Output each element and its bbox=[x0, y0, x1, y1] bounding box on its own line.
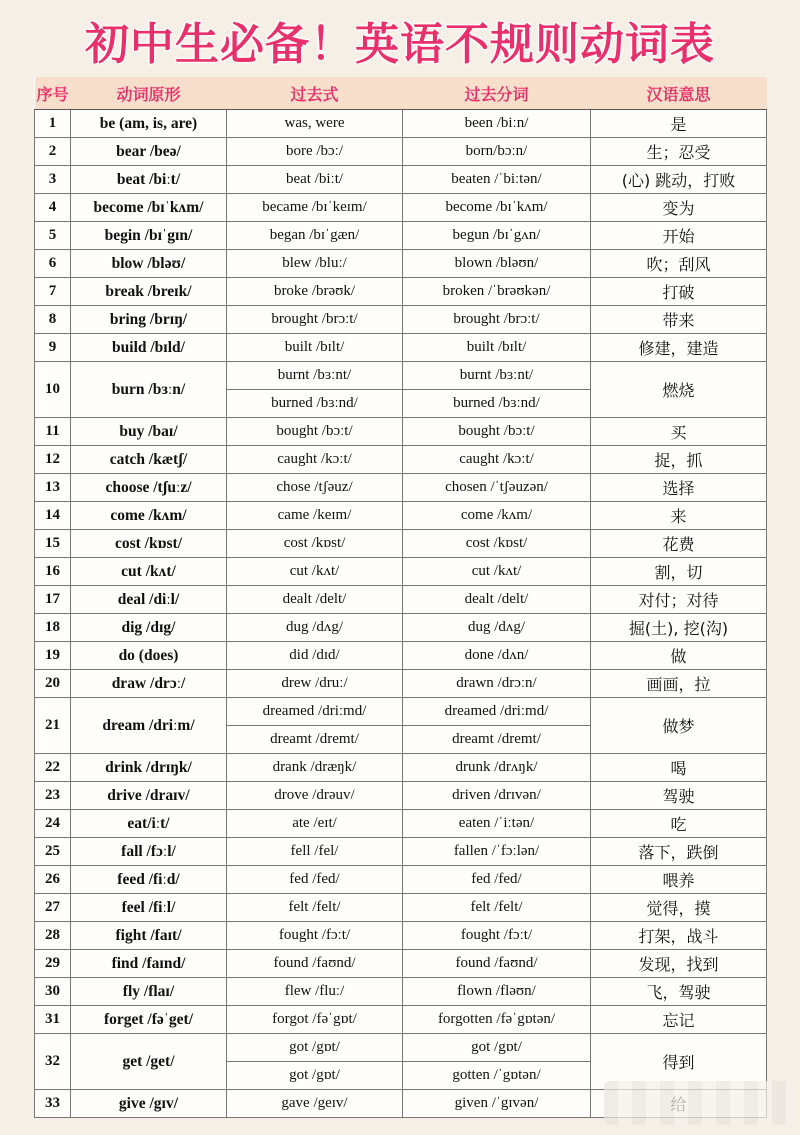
cell-base-form: give /gɪv/ bbox=[71, 1090, 227, 1118]
cell-base-form: choose /tʃuːz/ bbox=[71, 474, 227, 502]
table-row bbox=[35, 698, 767, 726]
cell-past-participle: drunk /drʌŋk/ bbox=[403, 754, 591, 782]
cell-past-tense: drew /druː/ bbox=[227, 670, 403, 698]
cell-past-tense: dreamt /dremt/ bbox=[227, 726, 403, 754]
header-base-form: 动词原形 bbox=[71, 77, 227, 110]
cell-num: 33 bbox=[35, 1090, 71, 1118]
table-row bbox=[35, 838, 767, 866]
cell-chinese-meaning: 喝 bbox=[591, 754, 767, 782]
cell-past-participle: done /dʌn/ bbox=[403, 642, 591, 670]
cell-past-tense: became /bɪˈkeɪm/ bbox=[227, 194, 403, 222]
table-header-row bbox=[35, 77, 767, 110]
cell-past-tense: got /gɒt/ bbox=[227, 1062, 403, 1090]
table-row bbox=[35, 1006, 767, 1034]
cell-past-participle: become /bɪˈkʌm/ bbox=[403, 194, 591, 222]
cell-past-tense: forgot /fəˈgɒt/ bbox=[227, 1006, 403, 1034]
cell-past-participle: chosen /ˈtʃəuzən/ bbox=[403, 474, 591, 502]
cell-past-tense: was, were bbox=[227, 110, 403, 138]
cell-past-participle: dug /dʌg/ bbox=[403, 614, 591, 642]
table-row bbox=[35, 894, 767, 922]
cell-past-tense: built /bɪlt/ bbox=[227, 334, 403, 362]
cell-num: 11 bbox=[35, 418, 71, 446]
cell-num: 32 bbox=[35, 1034, 71, 1090]
table-row bbox=[35, 782, 767, 810]
cell-chinese-meaning: 生；忍受 bbox=[591, 138, 767, 166]
table-row bbox=[35, 810, 767, 838]
cell-chinese-meaning: 开始 bbox=[591, 222, 767, 250]
cell-chinese-meaning: 飞，驾驶 bbox=[591, 978, 767, 1006]
table-row bbox=[35, 530, 767, 558]
cell-past-tense: came /keɪm/ bbox=[227, 502, 403, 530]
table-row bbox=[35, 670, 767, 698]
cell-chinese-meaning: 喂养 bbox=[591, 866, 767, 894]
cell-chinese-meaning: 觉得，摸 bbox=[591, 894, 767, 922]
cell-num: 14 bbox=[35, 502, 71, 530]
cell-past-participle: dealt /delt/ bbox=[403, 586, 591, 614]
cell-past-tense: beat /biːt/ bbox=[227, 166, 403, 194]
cell-num: 25 bbox=[35, 838, 71, 866]
cell-past-participle: burnt /bɜːnt/ bbox=[403, 362, 591, 390]
cell-num: 10 bbox=[35, 362, 71, 418]
cell-base-form: bring /brɪŋ/ bbox=[71, 306, 227, 334]
cell-past-tense: began /bɪˈgæn/ bbox=[227, 222, 403, 250]
header-past-tense: 过去式 bbox=[227, 77, 403, 110]
cell-past-participle: fed /fed/ bbox=[403, 866, 591, 894]
cell-past-tense: blew /bluː/ bbox=[227, 250, 403, 278]
cell-num: 28 bbox=[35, 922, 71, 950]
cell-base-form: dream /driːm/ bbox=[71, 698, 227, 754]
cell-past-participle: drawn /drɔːn/ bbox=[403, 670, 591, 698]
table-row bbox=[35, 334, 767, 362]
cell-past-tense: cost /kɒst/ bbox=[227, 530, 403, 558]
cell-base-form: come /kʌm/ bbox=[71, 502, 227, 530]
cell-past-tense: bore /bɔː/ bbox=[227, 138, 403, 166]
cell-base-form: fight /faɪt/ bbox=[71, 922, 227, 950]
irregular-verb-table bbox=[34, 77, 767, 1118]
cell-num: 24 bbox=[35, 810, 71, 838]
cell-past-participle: found /faʊnd/ bbox=[403, 950, 591, 978]
cell-base-form: feed /fiːd/ bbox=[71, 866, 227, 894]
cell-chinese-meaning: 捉，抓 bbox=[591, 446, 767, 474]
table-row bbox=[35, 558, 767, 586]
cell-past-participle: burned /bɜːnd/ bbox=[403, 390, 591, 418]
table-row bbox=[35, 362, 767, 390]
cell-num: 30 bbox=[35, 978, 71, 1006]
table-row bbox=[35, 166, 767, 194]
cell-num: 13 bbox=[35, 474, 71, 502]
table-row bbox=[35, 614, 767, 642]
cell-base-form: build /bɪld/ bbox=[71, 334, 227, 362]
cell-num: 26 bbox=[35, 866, 71, 894]
cell-past-tense: gave /geɪv/ bbox=[227, 1090, 403, 1118]
cell-num: 16 bbox=[35, 558, 71, 586]
cell-num: 20 bbox=[35, 670, 71, 698]
cell-past-tense: ate /eɪt/ bbox=[227, 810, 403, 838]
cell-past-tense: got /gɒt/ bbox=[227, 1034, 403, 1062]
table-row bbox=[35, 278, 767, 306]
cell-past-tense: dealt /delt/ bbox=[227, 586, 403, 614]
cell-past-participle: begun /bɪˈgʌn/ bbox=[403, 222, 591, 250]
cell-chinese-meaning: 驾驶 bbox=[591, 782, 767, 810]
cell-past-participle: dreamt /dremt/ bbox=[403, 726, 591, 754]
table-row bbox=[35, 502, 767, 530]
cell-chinese-meaning: 对付；对待 bbox=[591, 586, 767, 614]
cell-base-form: break /breɪk/ bbox=[71, 278, 227, 306]
cell-chinese-meaning: 燃烧 bbox=[591, 362, 767, 418]
cell-num: 3 bbox=[35, 166, 71, 194]
cell-base-form: fly /flaɪ/ bbox=[71, 978, 227, 1006]
cell-chinese-meaning: 打破 bbox=[591, 278, 767, 306]
cell-past-tense: felt /felt/ bbox=[227, 894, 403, 922]
cell-past-tense: found /faʊnd/ bbox=[227, 950, 403, 978]
cell-base-form: catch /kætʃ/ bbox=[71, 446, 227, 474]
cell-chinese-meaning: 吹；刮风 bbox=[591, 250, 767, 278]
cell-chinese-meaning: 割，切 bbox=[591, 558, 767, 586]
cell-past-participle: felt /felt/ bbox=[403, 894, 591, 922]
cell-num: 23 bbox=[35, 782, 71, 810]
cell-base-form: bear /beə/ bbox=[71, 138, 227, 166]
cell-past-participle: blown /bləʊn/ bbox=[403, 250, 591, 278]
cell-past-tense: fell /fel/ bbox=[227, 838, 403, 866]
cell-chinese-meaning: 来 bbox=[591, 502, 767, 530]
cell-past-participle: flown /fləʊn/ bbox=[403, 978, 591, 1006]
cell-chinese-meaning: 是 bbox=[591, 110, 767, 138]
cell-chinese-meaning: 落下，跌倒 bbox=[591, 838, 767, 866]
cell-chinese-meaning: 做 bbox=[591, 642, 767, 670]
table-row bbox=[35, 866, 767, 894]
cell-chinese-meaning: 打架，战斗 bbox=[591, 922, 767, 950]
table-row bbox=[35, 306, 767, 334]
cell-past-tense: burned /bɜːnd/ bbox=[227, 390, 403, 418]
cell-past-participle: come /kʌm/ bbox=[403, 502, 591, 530]
cell-past-tense: did /dɪd/ bbox=[227, 642, 403, 670]
cell-past-participle: bought /bɔːt/ bbox=[403, 418, 591, 446]
table-row bbox=[35, 138, 767, 166]
cell-chinese-meaning: 做梦 bbox=[591, 698, 767, 754]
table-row bbox=[35, 978, 767, 1006]
table-row bbox=[35, 446, 767, 474]
cell-base-form: dig /dɪg/ bbox=[71, 614, 227, 642]
header-past-participle: 过去分词 bbox=[403, 77, 591, 110]
cell-num: 4 bbox=[35, 194, 71, 222]
cell-past-participle: fought /fɔːt/ bbox=[403, 922, 591, 950]
cell-base-form: deal /diːl/ bbox=[71, 586, 227, 614]
cell-past-participle: born/bɔːn/ bbox=[403, 138, 591, 166]
cell-base-form: find /faɪnd/ bbox=[71, 950, 227, 978]
cell-past-participle: beaten /ˈbiːtən/ bbox=[403, 166, 591, 194]
cell-chinese-meaning: 修建，建造 bbox=[591, 334, 767, 362]
cell-chinese-meaning: 掘(土), 挖(沟) bbox=[591, 614, 767, 642]
cell-base-form: fall /fɔːl/ bbox=[71, 838, 227, 866]
page-title: 初中生必备！英语不规则动词表 bbox=[85, 19, 715, 70]
table-row bbox=[35, 754, 767, 782]
cell-past-participle: eaten /ˈiːtən/ bbox=[403, 810, 591, 838]
cell-past-tense: drank /dræŋk/ bbox=[227, 754, 403, 782]
cell-past-participle: forgotten /fəˈgɒtən/ bbox=[403, 1006, 591, 1034]
header-num: 序号 bbox=[35, 77, 71, 110]
table-row bbox=[35, 1034, 767, 1062]
cell-num: 27 bbox=[35, 894, 71, 922]
cell-past-participle: cost /kɒst/ bbox=[403, 530, 591, 558]
table-body bbox=[35, 110, 767, 1118]
table-row bbox=[35, 418, 767, 446]
cell-base-form: begin /bɪˈgɪn/ bbox=[71, 222, 227, 250]
cell-base-form: burn /bɜːn/ bbox=[71, 362, 227, 418]
cell-past-tense: dug /dʌg/ bbox=[227, 614, 403, 642]
cell-past-participle: dreamed /driːmd/ bbox=[403, 698, 591, 726]
cell-past-participle: been /biːn/ bbox=[403, 110, 591, 138]
cell-num: 15 bbox=[35, 530, 71, 558]
cell-past-tense: dreamed /driːmd/ bbox=[227, 698, 403, 726]
cell-past-tense: bought /bɔːt/ bbox=[227, 418, 403, 446]
table-row bbox=[35, 586, 767, 614]
cell-past-tense: burnt /bɜːnt/ bbox=[227, 362, 403, 390]
cell-base-form: eat/iːt/ bbox=[71, 810, 227, 838]
cell-past-participle: brought /brɔːt/ bbox=[403, 306, 591, 334]
cell-chinese-meaning: 选择 bbox=[591, 474, 767, 502]
cell-base-form: buy /baɪ/ bbox=[71, 418, 227, 446]
cell-past-participle: cut /kʌt/ bbox=[403, 558, 591, 586]
cell-num: 8 bbox=[35, 306, 71, 334]
cell-num: 21 bbox=[35, 698, 71, 754]
cell-base-form: draw /drɔː/ bbox=[71, 670, 227, 698]
cell-chinese-meaning: 画画，拉 bbox=[591, 670, 767, 698]
cell-base-form: get /get/ bbox=[71, 1034, 227, 1090]
cell-chinese-meaning: 花费 bbox=[591, 530, 767, 558]
cell-num: 5 bbox=[35, 222, 71, 250]
table-row bbox=[35, 950, 767, 978]
cell-past-tense: brought /brɔːt/ bbox=[227, 306, 403, 334]
cell-past-participle: caught /kɔːt/ bbox=[403, 446, 591, 474]
cell-num: 18 bbox=[35, 614, 71, 642]
cell-base-form: blow /bləʊ/ bbox=[71, 250, 227, 278]
cell-chinese-meaning: 发现，找到 bbox=[591, 950, 767, 978]
cell-chinese-meaning: 得到 bbox=[591, 1034, 767, 1090]
cell-num: 22 bbox=[35, 754, 71, 782]
header-chinese-meaning: 汉语意思 bbox=[591, 77, 767, 110]
cell-num: 29 bbox=[35, 950, 71, 978]
cell-chinese-meaning: 吃 bbox=[591, 810, 767, 838]
verb-table-container bbox=[34, 77, 766, 1118]
table-row bbox=[35, 642, 767, 670]
cell-past-tense: drove /drəuv/ bbox=[227, 782, 403, 810]
cell-num: 1 bbox=[35, 110, 71, 138]
table-row bbox=[35, 222, 767, 250]
cell-past-participle: given /ˈgɪvən/ bbox=[403, 1090, 591, 1118]
cell-past-tense: caught /kɔːt/ bbox=[227, 446, 403, 474]
cell-num: 19 bbox=[35, 642, 71, 670]
cell-num: 12 bbox=[35, 446, 71, 474]
cell-num: 31 bbox=[35, 1006, 71, 1034]
table-row bbox=[35, 250, 767, 278]
cell-past-participle: built /bɪlt/ bbox=[403, 334, 591, 362]
table-row bbox=[35, 110, 767, 138]
cell-base-form: drive /draɪv/ bbox=[71, 782, 227, 810]
cell-chinese-meaning: (心) 跳动，打败 bbox=[591, 166, 767, 194]
cell-past-participle: broken /ˈbrəʊkən/ bbox=[403, 278, 591, 306]
watermark-blur bbox=[604, 1081, 794, 1125]
cell-num: 2 bbox=[35, 138, 71, 166]
cell-num: 7 bbox=[35, 278, 71, 306]
cell-chinese-meaning: 买 bbox=[591, 418, 767, 446]
cell-chinese-meaning: 忘记 bbox=[591, 1006, 767, 1034]
cell-past-participle: driven /drɪvən/ bbox=[403, 782, 591, 810]
cell-past-participle: gotten /ˈgɒtən/ bbox=[403, 1062, 591, 1090]
cell-num: 9 bbox=[35, 334, 71, 362]
cell-num: 17 bbox=[35, 586, 71, 614]
cell-base-form: forget /fəˈget/ bbox=[71, 1006, 227, 1034]
cell-base-form: feel /fiːl/ bbox=[71, 894, 227, 922]
table-row bbox=[35, 922, 767, 950]
cell-base-form: drink /drɪŋk/ bbox=[71, 754, 227, 782]
cell-base-form: do (does) bbox=[71, 642, 227, 670]
cell-past-tense: chose /tʃəuz/ bbox=[227, 474, 403, 502]
cell-base-form: cut /kʌt/ bbox=[71, 558, 227, 586]
cell-num: 6 bbox=[35, 250, 71, 278]
table-row bbox=[35, 474, 767, 502]
cell-chinese-meaning: 变为 bbox=[591, 194, 767, 222]
cell-base-form: become /bɪˈkʌm/ bbox=[71, 194, 227, 222]
cell-past-tense: fought /fɔːt/ bbox=[227, 922, 403, 950]
cell-past-tense: cut /kʌt/ bbox=[227, 558, 403, 586]
cell-base-form: cost /kɒst/ bbox=[71, 530, 227, 558]
table-row bbox=[35, 194, 767, 222]
cell-base-form: be (am, is, are) bbox=[71, 110, 227, 138]
cell-past-tense: flew /fluː/ bbox=[227, 978, 403, 1006]
cell-past-tense: broke /brəʊk/ bbox=[227, 278, 403, 306]
cell-past-participle: fallen /ˈfɔːlən/ bbox=[403, 838, 591, 866]
cell-past-tense: fed /fed/ bbox=[227, 866, 403, 894]
cell-chinese-meaning: 带来 bbox=[591, 306, 767, 334]
cell-base-form: beat /biːt/ bbox=[71, 166, 227, 194]
cell-past-participle: got /gɒt/ bbox=[403, 1034, 591, 1062]
